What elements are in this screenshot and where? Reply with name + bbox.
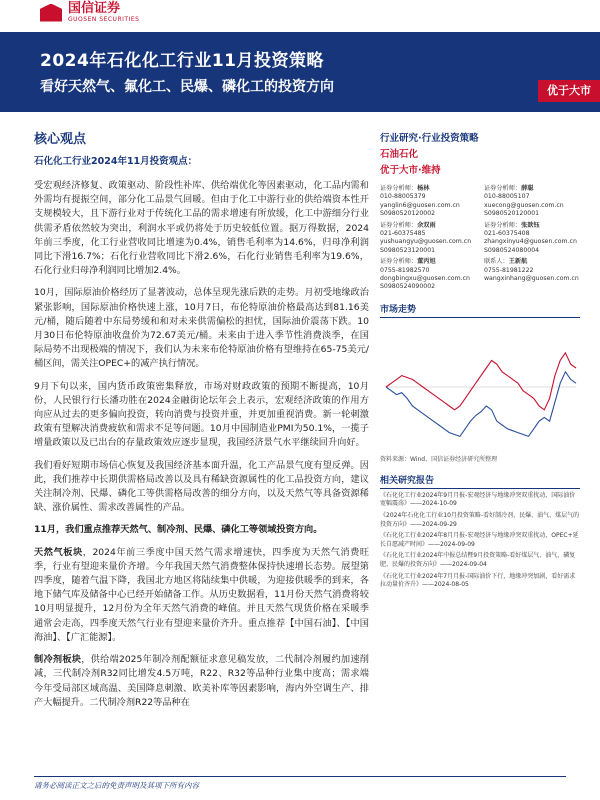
- analyst-phone: 010-88005107: [484, 193, 530, 201]
- title-banner: [0, 32, 600, 112]
- analyst-phone: 010-88005379: [380, 193, 426, 201]
- related-report-item[interactable]: 《石化化工行业2024年7月月报-国际油价下行，地缘冲突加剧，看好需求拉动量价齐升》——2024-08-05: [380, 572, 576, 589]
- monthly-view-subheading: 石化化工行业2024年11月投资观点：: [34, 156, 198, 167]
- paragraph-4: 我们看好短期市场信心恢复及我国经济基本面升温，化工产品景气度有望反弹。因此，我们推荐中长期供需格局改善以及具有稀缺资源属性的化工品投资方向，建议关注制冷剂、民爆、磷化工等供需格局改善的细分方向，以及天然气等具备资源稀缺、涨价属性、需求改善属性的产品。: [34, 459, 369, 514]
- analyst-role: 证券分析师：: [380, 185, 418, 192]
- rating-tag: 优于大市: [538, 80, 600, 102]
- recommendation-line: 11月，我们重点推荐天然气、制冷剂、民爆、磷化工等领域投资方向。: [34, 524, 323, 536]
- refrigerant-text: ，供给端2025年制冷剂配额征求意见稿发放，二代制冷剂履约加速削减，三代制冷剂R32同比增发4.5万吨，R22、R32等品种行业集中度高；需求端今年受局部区域高温、美国降息刺激、欧美补库等因素影响，海内外空调生产、排产大幅提升。二代制冷剂R22等品种在: [34, 654, 369, 708]
- analyst-card: [380, 185, 476, 219]
- analyst-role: 证券分析师：: [380, 258, 418, 266]
- analyst-cert: S0980520120002: [380, 210, 436, 218]
- contact-phone: 0755-81981222: [484, 266, 534, 274]
- refrigerant-paragraph: [34, 653, 369, 710]
- gas-paragraph: [34, 546, 369, 645]
- gas-text: ，2024年前三季度中国天然气需求增速快，四季度为天然气消费旺季，行业有望迎来量价齐增。今年我国天然气消费整体保持快速增长态势。展望第四季度，随着气温下降，我国北方地区将陆续集中供暖，为迎接供暖季的到来，各地下储气库及储备中心已经开始储备工作。从历史数据看，11月份天然气消费将较10月明显提升，12月份为全年天然气消费的峰值。并且天然气现货价格在采暖季通常会走高，四季度天然气行业有望迎来量价齐升。重点推荐【中国石油】、【中国海油】、【广汇能源】。: [34, 546, 370, 643]
- logo-cn-text: 国信证券: [68, 1, 121, 16]
- analyst-list: [380, 185, 580, 292]
- analyst-email[interactable]: yushuangyu@guosen.com.cn: [380, 238, 472, 246]
- main-content: [34, 128, 369, 718]
- analyst-phone: 0755-81982570: [380, 266, 430, 274]
- analyst-card: [380, 222, 476, 256]
- analyst-cert: S0980524080004: [484, 246, 540, 254]
- market-trend-svg: [380, 322, 580, 452]
- logo-mark-icon: [40, 4, 62, 22]
- top-bar: [0, 0, 600, 32]
- analyst-name: 薛聪: [521, 185, 534, 192]
- analyst-card: [484, 222, 580, 256]
- paragraph-3: 9月下旬以来，国内货币政策密集释放，市场对财政政策的预期不断提高，10月份，人民银行行长潘功胜在2024金融街论坛年会上表示，宏观经济政策的作用方向应从过去的更多偏向投资，转向消费与投资并重，并更加重视消费。新一轮刺激政策有望解决消费疲软和需求不足等问题。10月中国制造业PMI为50.1%，一揽子增量政策以及已出台的存量政策效应逐步显现，我国经济景气水平继续回升向好。: [34, 380, 369, 449]
- paragraph-1: 受宏观经济修复、政策驱动、阶段性补库、供给端优化等因素驱动，化工品内需和外需均有提振空间，部分化工品景气回暖。但由于化工中游行业的供给端资本性开支规模较大，且下游行业对于传统化工品的需求增速有所放缓，化工中游细分行业供需矛盾依然较为突出，利润水平或仍将处于历史较低位置。据万得数据，2024年前三季度，化工行业营收同比增速为0.4%，销售毛利率为14.6%，归母净利润同比下滑16.7%；石化行业营收同比下滑2.6%，石化行业销售毛利率为19.6%，石化行业归母净利润同比增加2.4%。: [34, 180, 369, 277]
- contact-email[interactable]: wangxinhang@guosen.com.cn: [484, 275, 579, 283]
- analyst-cert: S0980523120001: [380, 246, 436, 254]
- report-title: 2024年石化化工行业11月投资策略: [40, 51, 324, 71]
- analyst-email[interactable]: zhangxinyu4@guosen.com.cn: [484, 238, 577, 246]
- report-subtitle: 看好天然气、氟化工、民爆、磷化工的投资方向: [40, 79, 334, 95]
- company-logo: [40, 2, 139, 23]
- related-reports: [380, 473, 580, 590]
- contact-card: [484, 258, 580, 292]
- related-report-item[interactable]: 《2024年石化化工行业10月投资策略-看好制冷剂、民爆、油气、煤层气的投资方向》——2024-09-29: [380, 512, 580, 528]
- paragraph-2: 10月，国际原油价格经历了显著波动，总体呈现先涨后跌的走势。月初受地缘政治紧张影响，国际原油价格快速上涨，10月7日，布伦特原油价格最高达到81.16美元/桶，随后随着中东局势缓和和对未来供需偏松的担忧，国际油价震荡下跌。10月30日布伦特原油收盘价为72.67美元/桶。未来由于进入季节性消费淡季，在国际局势不出现极端的情况下，我们认为未来布伦特原油价格有望维持在65-75美元/桶区间，需关注OPEC+的减产执行情况。: [34, 287, 369, 370]
- sector-rating: 优于大市·维持: [380, 165, 441, 176]
- analyst-role: 证券分析师：: [484, 221, 522, 229]
- related-report-item[interactable]: 《石化化工行业2024年8月月报-宏观经济与地缘冲突双重扰动，OPEC+延长自愿减产时间》——2024-09-09: [380, 532, 579, 548]
- logo-en-text: GUOSEN SECURITIES: [68, 16, 140, 23]
- analyst-role: 证券分析师：: [380, 221, 418, 229]
- refrigerant-heading: 制冷剂板块: [34, 654, 82, 666]
- analyst-name: 董丙旭: [417, 258, 436, 266]
- analyst-phone: 021-60375408: [484, 230, 530, 238]
- trend-series-1: [386, 353, 576, 410]
- analyst-name: 余双雨: [417, 221, 436, 229]
- footer-disclaimer: 请务必阅读正文之后的免责声明及其项下所有内容: [34, 776, 566, 791]
- sector-name: 石油石化: [380, 149, 419, 160]
- analyst-card: [380, 258, 476, 292]
- related-report-item[interactable]: 《石化化工行业2024年9月月报-宏观经济与地缘冲突双重扰动，国际油价宽幅震荡》——2024-10-09: [380, 491, 576, 508]
- analyst-name: 杨林: [417, 185, 430, 192]
- contact-name: 王新航: [508, 258, 528, 266]
- sidebar: [380, 131, 580, 590]
- analyst-name: 张歆钰: [521, 221, 540, 229]
- related-reports-title: 相关研究报告: [380, 473, 580, 489]
- analyst-email[interactable]: dongbingxu@guosen.com.cn: [380, 275, 470, 283]
- report-category: 行业研究·行业投资策略: [380, 133, 479, 144]
- analyst-phone: 021-60375485: [380, 230, 426, 238]
- analyst-email[interactable]: xuecong@guosen.com.cn: [484, 201, 564, 209]
- analyst-card: [484, 185, 580, 219]
- related-report-item[interactable]: 《石化化工行业2024年中报总结暨9月投资策略-看好煤层气、油气、磷复肥、民爆的投资方向》——2024-09-04: [380, 552, 576, 569]
- analyst-cert: S0980520120001: [484, 210, 540, 218]
- core-view-heading: 核心观点: [34, 132, 87, 147]
- chart-source: 资料来源：Wind、国信证券经济研究所整理: [380, 455, 498, 463]
- analyst-cert: S0980524090002: [380, 283, 436, 291]
- gas-heading: 天然气板块: [34, 546, 83, 558]
- contact-role: 联系人：: [484, 258, 509, 266]
- market-trend-chart: [380, 322, 580, 452]
- analyst-role: 证券分析师：: [484, 185, 522, 192]
- market-trend-title: 市场走势: [380, 302, 580, 318]
- analyst-email[interactable]: yanglin6@guosen.com.cn: [380, 201, 460, 209]
